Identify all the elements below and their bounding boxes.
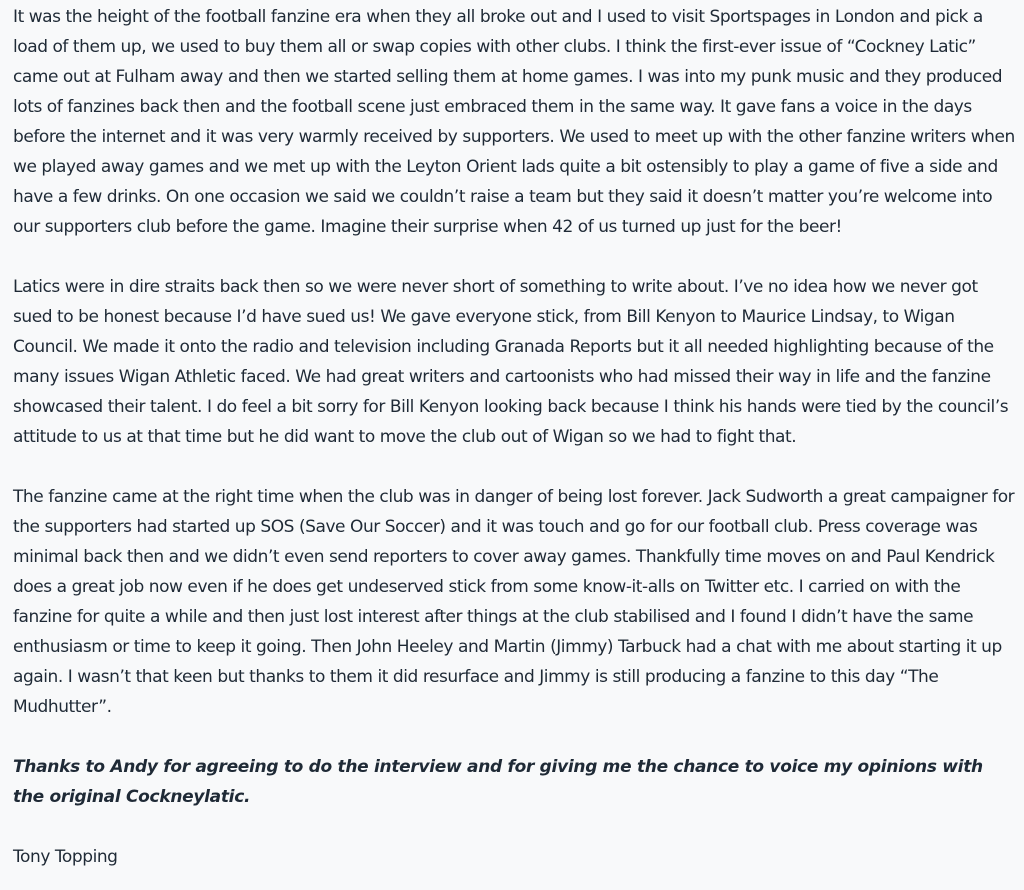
closing-thanks: Thanks to Andy for agreeing to do the interview and for giving me the chance to voice my opinions with the original Cockneylatic. — [13, 757, 983, 807]
paragraph-dire-straits: Latics were in dire straits back then so we were never short of something to write about. I’ve no idea how we never got sued to be honest because I’d have sued us! We gave everyone stick, from Bill Kenyon to Maurice Lindsay, to Wigan Council. We made it onto the radio and television including Granada Reports but it all needed highlighting because of the many issues Wigan Athletic faced. We had great writers and cartoonists who had missed their way in life and the fanzine showcased their talent. I do feel a bit sorry for Bill Kenyon looking back because I think his hands were tied by the council’s attitude to us at that time but he did want to move the club out of Wigan so we had to fight that. — [13, 277, 1009, 447]
paragraph-fanzine-era: It was the height of the football fanzine era when they all broke out and I used to visit Sportspages in London and pick a load of them up, we used to buy them all or swap copies with other clubs. I think the first-ever issue of “Cockney Latic” came out at Fulham away and then we started selling them at home games. I was into my punk music and they produced lots of fanzines back then and the football scene just embraced them in the same way. It gave fans a voice in the days before the internet and it was very warmly received by supporters. We used to meet up with the other fanzine writers when we played away games and we met up with the Leyton Orient lads quite a bit ostensibly to play a game of five a side and have a few drinks. On one occasion we said we couldn’t raise a team but they said it doesn’t matter you’re welcome into our supporters club before the game. Imagine their surprise when 42 of us turned up just for the beer! — [13, 7, 1015, 237]
author-signature: Tony Topping — [13, 847, 118, 867]
paragraph-right-time: The fanzine came at the right time when the club was in danger of being lost forever. Jack Sudworth a great campaigner for the supporters had started up SOS (Save Our Soccer) and it was touch and go for our football club. Press coverage was minimal back then and we didn’t even send reporters to cover away games. Thankfully time moves on and Paul Kendrick does a great job now even if he does get undeserved stick from some know-it-alls on Twitter etc. I carried on with the fanzine for quite a while and then just lost interest after things at the club stabilised and I found I didn’t have the same enthusiasm or time to keep it going. Then John Heeley and Martin (Jimmy) Tarbuck had a chat with me about starting it up again. I wasn’t that keen but thanks to them it did resurface and Jimmy is still producing a fanzine to this day “The Mudhutter”. — [13, 487, 1015, 717]
